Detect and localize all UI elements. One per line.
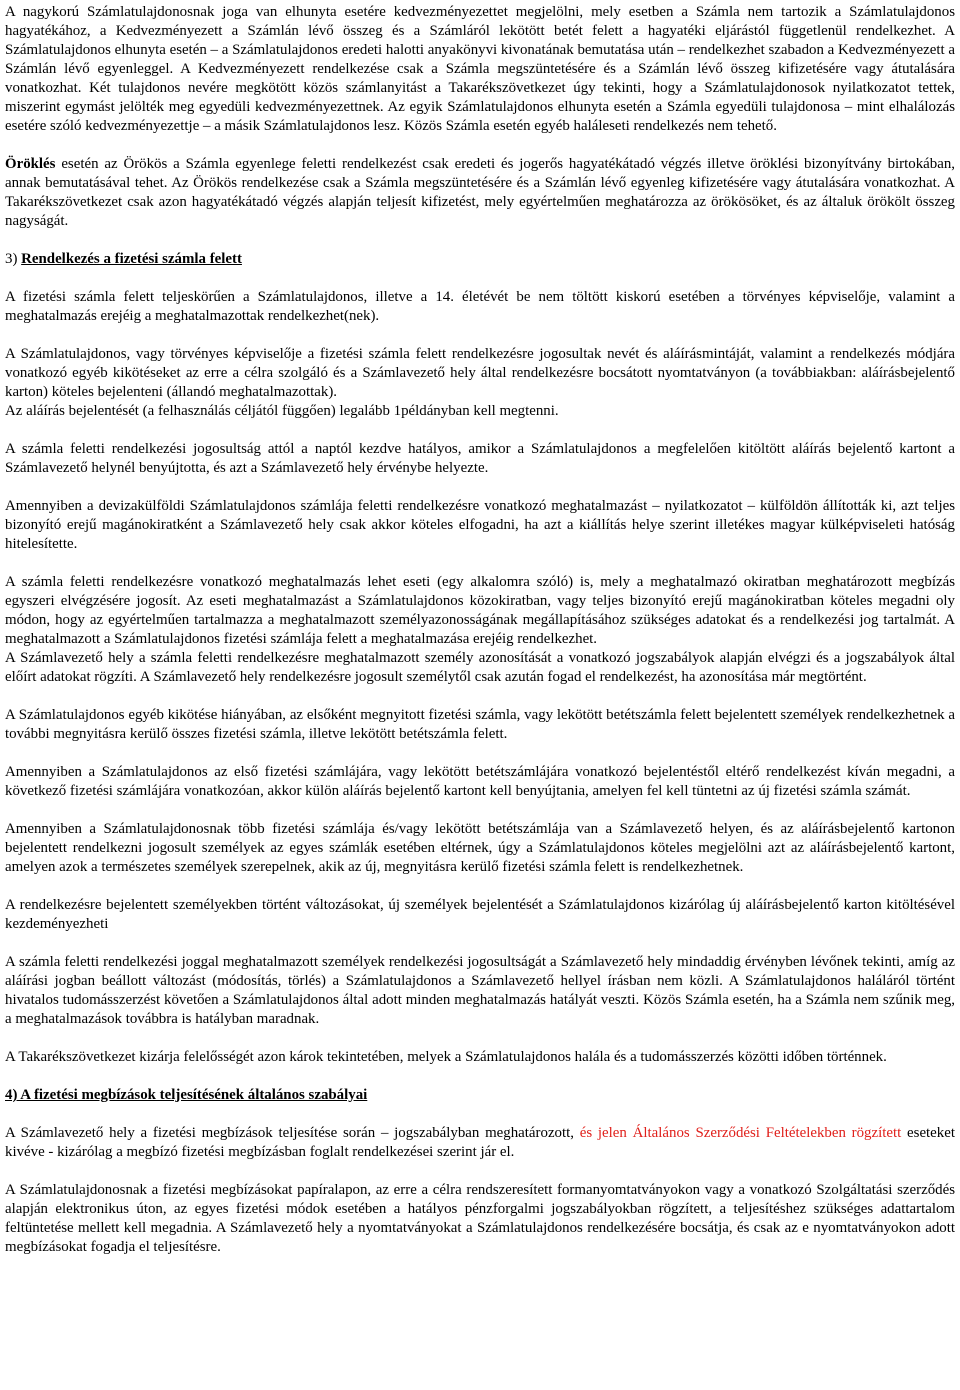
paragraph-beneficiary: A nagykorú Számlatulajdonosnak joga van elhunyta esetére kedvezményezettet megjelölni, mely esetben a Számla nem tartozik a Számlatulajdonos hagyatékához, a Kedvezményezett a Számlán lévő összeg és a Számláról lekötött betét felett a hagyatéki eljárástól függetlenül rendelkezhet. A Számlatulajdonos elhunyta esetén – a Számlatulajdonos eredeti halotti anyakönyvi kivonatának bemutatása után – rendelkezhet szabadon a Kedvezményezett a Számlán lévő egyenleggel. A Kedvezményezett rendelkezése csak a Számla megszüntetésére és a Számlán lévő összeg kifizetésére vagy átutalására vonatkozhat. Két tulajdonos nevére megkötött közös számlanyitást a Takarékszövetkezet úgy tekinti, hogy a Számlatulajdonosok nyilatkozatot tettek, miszerint egymást jelölték meg egyedüli kedvezményezettnek. Az egyik Számlatulajdonos elhunyta esetén a Számla egyedüli tulajdonosa – mint elhalálozás esetére szóló kedvezményezettje – a másik Számlatulajdonos lesz. Közös Számla esetén egyéb haláleseti rendelkezés nem tehető. xyxy=(5,4,955,134)
paragraph-account-control: A fizetési számla felett teljeskörűen a Számlatulajdonos, illetve a 14. életévét be nem töltött kiskorú esetében a törvényes képviselője, valamint a meghatalmazás erejéig a meghatalmazottak rendelkezhet(nek). xyxy=(5,289,955,324)
paragraph-multiple-accounts: Amennyiben a Számlatulajdonosnak több fizetési számlája és/vagy lekötött betétszámlája van a Számlavezető helyen, és az aláírásbejelentő kartonon bejelentett rendelkezni jogosult személyek az egyes számlák esetében eltérnek, úgy a Számlatulajdonos köteles megjelölni azt az aláírásbejelentő kartont, amelyen azok a természetes személyek szerepelnek, akik az új, megnyitásra kerülő fizetési számla felett is rendelkezhetnek. xyxy=(5,821,955,875)
inheritance-term: Öröklés xyxy=(5,156,56,172)
paragraph-identification: A Számlavezető hely a számla feletti rendelkezésre meghatalmazott személy azonosítását a vonatkozó jogszabályok alapján elvégzi és a jogszabályok által előírt adatokat rögzíti. A Számlavezető hely rendelkezésre jogosult személytől csak azután fogad el rendelkezést, ha azonosítása már megtörtént. xyxy=(5,650,955,685)
paragraph-liability: A Takarékszövetkezet kizárja felelősségét azon károk tekintetében, melyek a Számlatulajdonos halála és a tudomásszerzés közötti időben történnek. xyxy=(5,1049,887,1065)
inheritance-text: esetén az Örökös a Számla egyenlege feletti rendelkezést csak eredeti és jogerős hagyatékátadó végzés illetve öröklési bizonyítvány birtokában, annak bemutatásával tehet. Az Örökös rendelkezése csak a Számla megszüntetésére és a Számlán lévő egyenleg kifizetésére vagy átutalására vonatkozhat. A Takarékszövetkezet csak azon hagyatékátadó végzés alapján teljesít kifizetést, mely egyértelműen meghatározza az örökösöket, és az általuk örökölt összeg nagyságát. xyxy=(5,156,955,229)
paragraph-payment-execution xyxy=(5,1124,955,1162)
paragraph-first-account: A Számlatulajdonos egyéb kikötése hiányában, az elsőként megnyitott fizetési számla, vagy lekötött betétszámla felett bejelentett személyek rendelkezhetnek a további megnyitásra kerülő összes fizetési számla, illetve lekötött betétszámla felett. xyxy=(5,707,955,742)
section-heading-4: 4) A fizetési megbízások teljesítésének általános szabályai xyxy=(5,1087,368,1103)
paragraph-one-time-authorization: A számla feletti rendelkezésre vonatkozó meghatalmazás lehet eseti (egy alkalomra szóló) is, mely a meghatalmazó okiratban meghatározott megbízás egyszeri elvégzésére jogosít. Az eseti meghatalmazást a Számlatulajdonos közokiratban, vagy teljes bizonyító erejű magánokiratban köteles megadni oly módon, hogy az egyértelműen tartalmazza a meghatalmazott személyazonosságának megállapításához szükséges adatokat és a rendelkezési jog tartalmát. A meghatalmazott a Számlatulajdonos fizetési számlája felett a meghatalmazása erejéig rendelkezhet. xyxy=(5,574,955,647)
paragraph-changes: A rendelkezésre bejelentett személyekben történt változásokat, új személyek bejelentését a Számlatulajdonos kizárólag új aláírásbejelentő karton kitöltésével kezdeményezheti xyxy=(5,897,955,932)
paragraph-authorization-validity: A számla feletti rendelkezési joggal meghatalmazott személyek rendelkezési jogosultságát a Számlavezető hely mindaddig érvényben lévőnek tekinti, amíg az aláírási jogban beállott változást (módosítás, törlés) a Számlatulajdonos a Számlavezető hellyel írásban nem közli. A Számlatulajdonos haláláról történt hivatalos tudomásszerzést követően a Számlatulajdonos által adott minden meghatalmazás hatályát veszti. Közös Számla esetén, ha a Számla nem szűnik meg, a meghatalmazások továbbra is hatályban maradnak. xyxy=(5,954,955,1027)
paragraph-different-instruction: Amennyiben a Számlatulajdonos az első fizetési számlájára, vagy lekötött betétszámlájára vonatkozó bejelentéstől eltérő rendelkezést kíván megadni, a következő fizetési számlájára vonatkozóan, akkor külön aláírás bejelentő kartont kell benyújtania, amelyen fel kell tüntetni az új fizetési számla számát. xyxy=(5,764,955,799)
paragraph-payment-forms: A Számlatulajdonosnak a fizetési megbízásokat papíralapon, az erre a célra rendszeresített formanyomtatványokon vagy a vonatkozó Szolgáltatási szerződés alapján elektronikus úton, az egyes fizetési módok esetében a hatályos pénzforgalmi jogszabályokban rögzített, a teljesítéshez szükséges adattartalom feltüntetése mellett kell megadnia. A Számlavezető hely a nyomtatványokat a Számlatulajdonos rendelkezésére bocsátja, és csak az e nyomtatványokon adott megbízásokat fogadja el teljesítésre. xyxy=(5,1182,955,1255)
section-number-3: 3) xyxy=(5,251,22,267)
payment-execution-text-a: A Számlavezető hely a fizetési megbízások teljesítése során – jogszabályban meghatározott, xyxy=(5,1125,580,1141)
section-heading-3 xyxy=(5,250,955,269)
paragraph-right-effective: A számla feletti rendelkezési jogosultság attól a naptól kezdve hatályos, amikor a Számlatulajdonos a megfelelően kitöltött aláírás bejelentő kartont a Számlavezető helynél benyújtotta, és azt a Számlavezető hely érvénybe helyezte. xyxy=(5,441,955,476)
highlighted-terms-reference: és jelen Általános Szerződési Feltételekben rögzített xyxy=(579,1125,902,1141)
paragraph-inheritance xyxy=(5,155,955,231)
paragraph-signature-copies: Az aláírás bejelentését (a felhasználás céljától függően) legalább 1példányban kell megtenni. xyxy=(5,403,559,419)
paragraph-foreign-authorization: Amennyiben a devizakülföldi Számlatulajdonos számlája feletti rendelkezésre vonatkozó meghatalmazást – nyilatkozatot – külföldön állították ki, azt teljes bizonyító erejű magánokiratként a Számlavezető hely csak akkor köteles elfogadni, ha azt a kiállítás helye szerint illetékes magyar külképviseleti hatóság hitelesítette. xyxy=(5,498,955,552)
payment-execution-text-b: eseteket kivéve - kizárólag a megbízó fizetési megbízásban foglalt rendelkezései szerint jár el. xyxy=(5,1125,955,1160)
paragraph-signature-card: A Számlatulajdonos, vagy törvényes képviselője a fizetési számla felett rendelkezésre jogosultak nevét és aláírásmintáját, valamint a rendelkezés módjára vonatkozó egyéb kikötéseket az erre a célra szolgáló és a Számlavezető hely által rendelkezésre bocsátott nyomtatványon (a továbbiakban: aláírásbejelentő karton) köteles bejelenteni (állandó meghatalmazottak). xyxy=(5,346,955,400)
section-title-3: Rendelkezés a fizetési számla felett xyxy=(21,251,242,267)
